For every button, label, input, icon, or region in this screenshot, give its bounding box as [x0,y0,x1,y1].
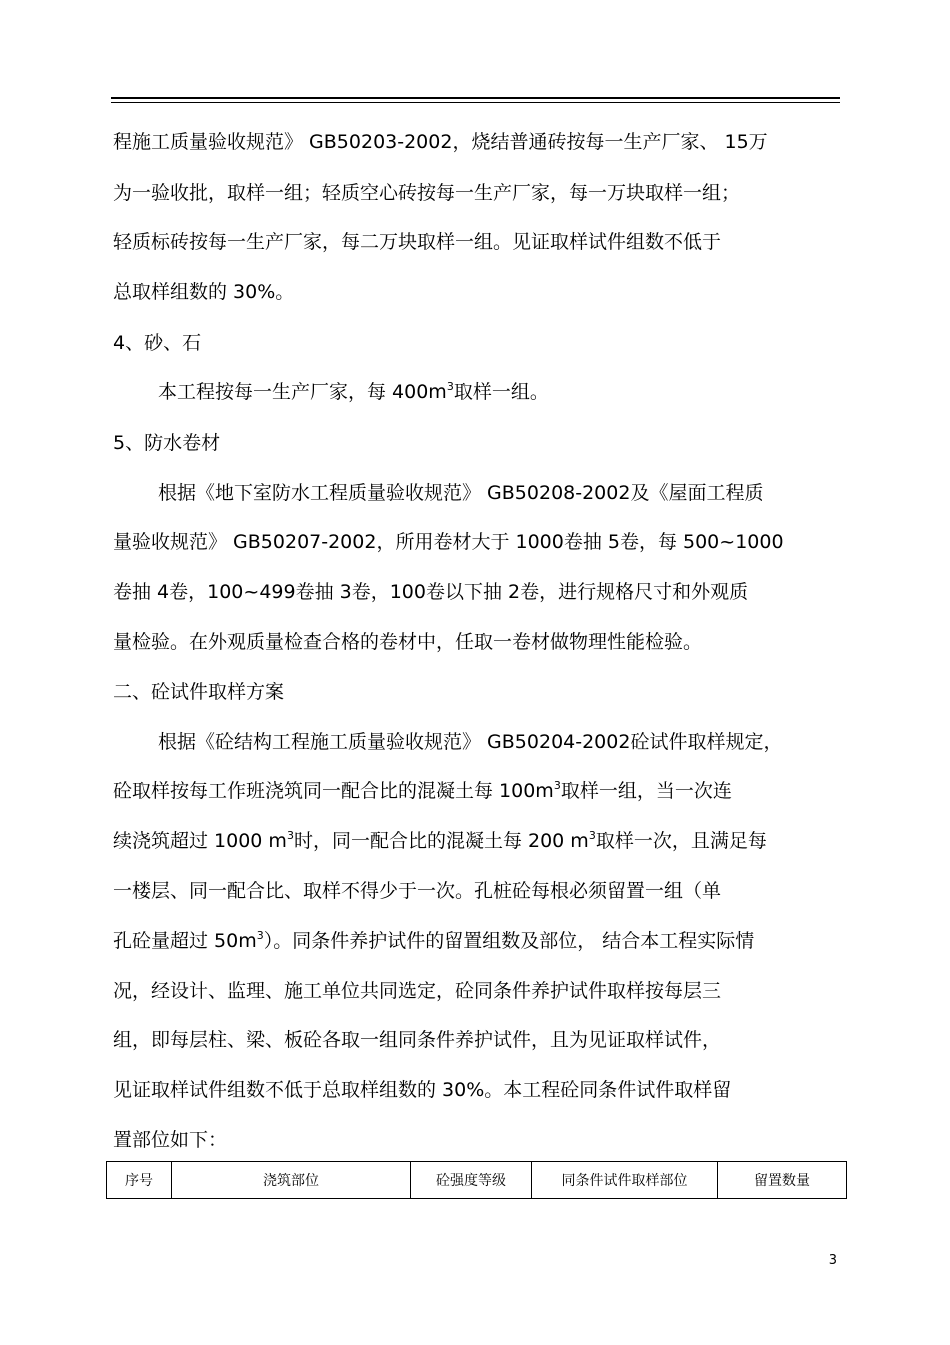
header-rule-thin [111,102,840,103]
text-line: 本工程按每一生产厂家，每 $400m^3$取样一组。 [158,380,549,403]
text-line: 况，经设计、监理、施工单位共同选定，砼同条件养护试件取样按每层三 [113,980,722,1002]
text-line: 孔砼量超过 $50m^3$）。同条件养护试件的留置组数及部位， 结合本工程实际情 [113,929,755,952]
table-header-cell: 同条件试件取样部位 [532,1162,718,1199]
table-header-cell: 浇筑部位 [172,1162,411,1199]
text-line: 卷抽 4卷，100~499卷抽 3卷，100卷以下抽 2卷，进行规格尺寸和外观质 [113,581,749,603]
sampling-table [106,1161,847,1199]
text-line: 一楼层、同一配合比、取样不得少于一次。孔桩砼每根必须留置一组（单 [113,880,722,902]
table-header-cell: 留置数量 [718,1162,847,1199]
text-line: 总取样组数的 30%。 [113,281,295,303]
text-line: 量验收规范》 GB50207-2002，所用卷材大于 1000卷抽 5卷，每 500~1000 [113,531,784,553]
text-line: 轻质标砖按每一生产厂家，每二万块取样一组。见证取样试件组数不低于 [113,231,722,253]
text-line: 续浇筑超过 1000 $m^3$时，同一配合比的混凝土每 200 $m^3$取样一次，且满足每 [113,829,767,852]
text-line: 砼取样按每工作班浇筑同一配合比的混凝土每 $100m^3$取样一组，当一次连 [113,779,732,802]
table-header-cell: 序号 [107,1162,172,1199]
text-line: 量检验。在外观质量检查合格的卷材中，任取一卷材做物理性能检验。 [113,631,703,653]
text-line: 为一验收批，取样一组；轻质空心砖按每一生产厂家，每一万块取样一组； [113,182,741,204]
text-line: 根据《砼结构工程施工质量验收规范》 GB50204-2002砼试件取样规定， [158,731,783,753]
table-header-row [107,1162,847,1199]
page-number: 3 [828,1253,837,1268]
section-heading: 4、砂、石 [113,332,202,354]
section-heading: 5、防水卷材 [113,432,221,454]
section-heading: 二、砼试件取样方案 [113,681,285,703]
text-line: 根据《地下室防水工程质量验收规范》 GB50208-2002及《屋面工程质 [158,482,764,504]
header-rule-thick [111,97,840,99]
text-line: 置部位如下： [113,1129,228,1151]
text-line: 组，即每层柱、梁、板砼各取一组同条件养护试件，且为见证取样试件， [113,1029,722,1051]
text-line: 见证取样试件组数不低于总取样组数的 30%。本工程砼同条件试件取样留 [113,1079,732,1101]
text-line: 程施工质量验收规范》 GB50203-2002，烧结普通砖按每一生产厂家、 15万 [113,131,768,153]
table-header-cell: 砼强度等级 [411,1162,532,1199]
